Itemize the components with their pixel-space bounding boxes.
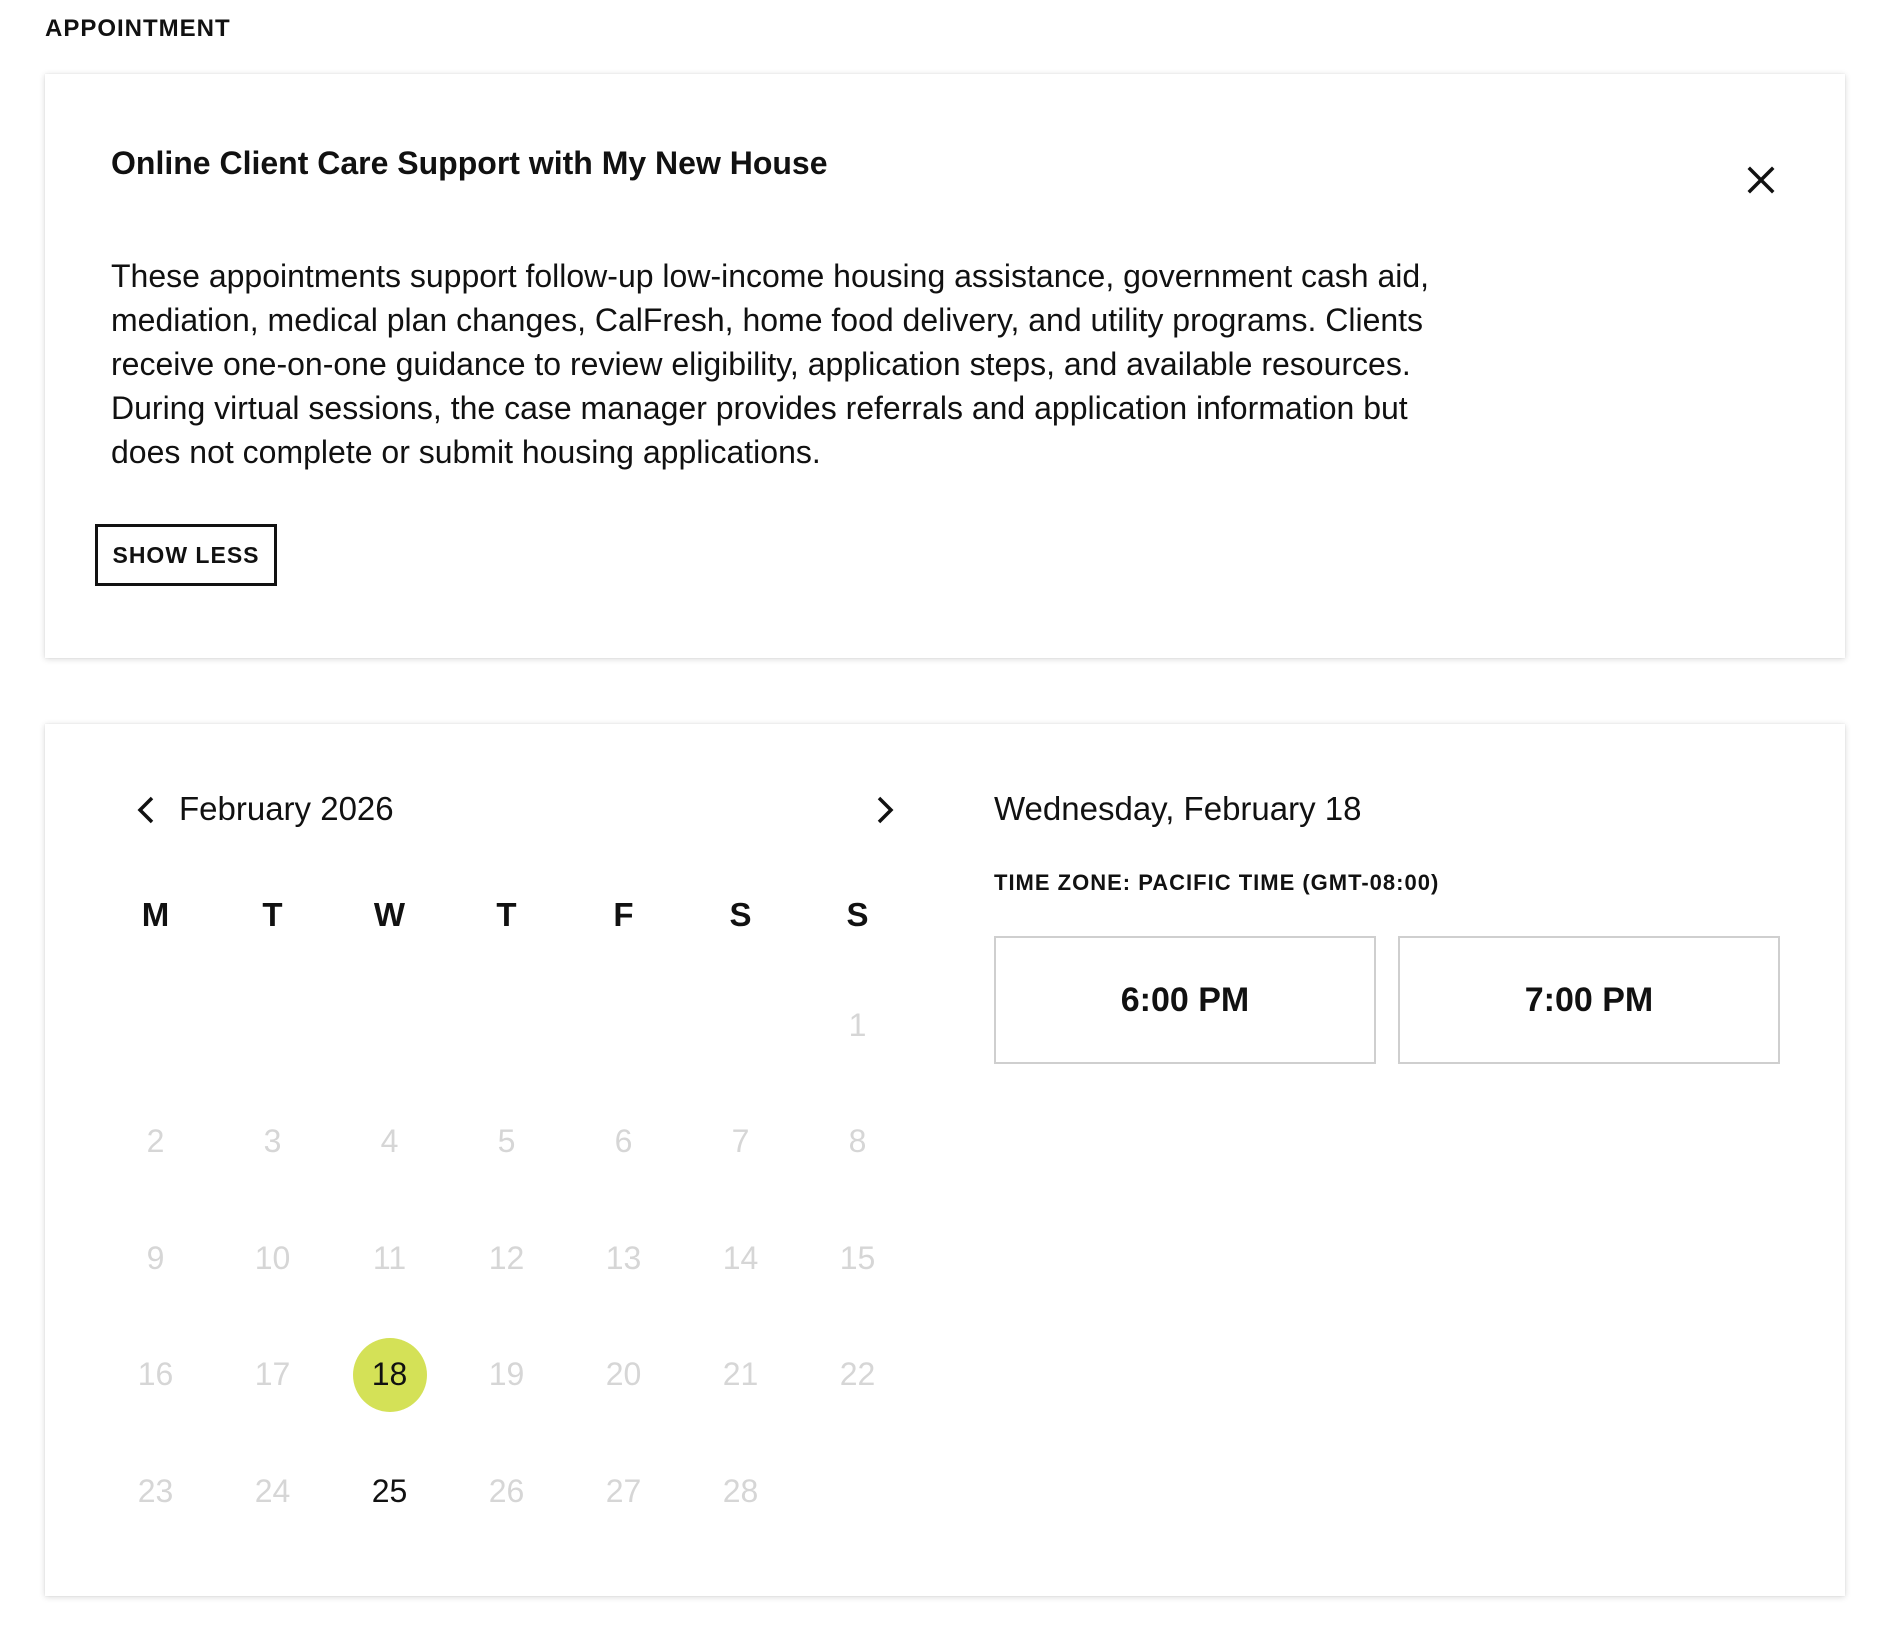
selected-date-heading: Wednesday, February 18 <box>994 790 1362 827</box>
calendar-day-cell <box>448 1317 565 1434</box>
calendar-day: 16 <box>137 1356 174 1393</box>
calendar-day: 5 <box>497 1123 516 1160</box>
calendar-day: 28 <box>722 1472 759 1509</box>
calendar-day-cell <box>448 1200 565 1317</box>
calendar-day-cell <box>565 1317 682 1434</box>
calendar-day-cell <box>97 1084 214 1201</box>
time-slot-button[interactable]: 6:00 PM <box>994 936 1376 1064</box>
calendar-day-cell <box>448 1084 565 1201</box>
calendar-day: 4 <box>380 1123 399 1160</box>
weekday-label: F <box>613 896 634 933</box>
calendar-day-cell <box>799 1084 916 1201</box>
appointment-title: Online Client Care Support with My New House <box>111 145 828 181</box>
calendar-day-cell <box>331 1317 448 1434</box>
calendar-day-cell <box>682 1084 799 1201</box>
calendar-day-cell <box>214 1084 331 1201</box>
appointment-description: These appointments support follow-up low-income housing assistance, government cash aid, mediation, medical plan changes, CalFresh, home food delivery, and utility programs. Clients receive one-on-one guidance to review eligibility, application steps, and available resources. During virtual sessions, the case manager provides referrals and application information but does not complete or submit housing applications. <box>111 258 1430 470</box>
calendar-day-cell <box>448 1433 565 1550</box>
chevron-left-icon <box>125 788 169 832</box>
calendar-empty-cell <box>97 967 214 1084</box>
calendar-day-cell <box>214 1200 331 1317</box>
calendar-day: 8 <box>848 1123 867 1160</box>
calendar-day-cell <box>97 1317 214 1434</box>
calendar-day-cell <box>565 1433 682 1550</box>
timezone-label: TIME ZONE: PACIFIC TIME (GMT-08:00) <box>994 870 1440 895</box>
calendar-day: 7 <box>731 1123 750 1160</box>
show-less-button[interactable]: SHOW LESS <box>95 524 277 586</box>
calendar-day: 23 <box>137 1472 174 1509</box>
calendar-day-cell <box>682 1317 799 1434</box>
calendar-empty-cell <box>682 967 799 1084</box>
calendar-day-cell <box>682 1200 799 1317</box>
weekday-header <box>97 896 916 934</box>
month-label: February 2026 <box>179 790 394 827</box>
calendar-day: 10 <box>254 1239 291 1276</box>
calendar-day: 12 <box>488 1239 525 1276</box>
calendar-day: 21 <box>722 1356 759 1393</box>
calendar-day: 15 <box>839 1239 876 1276</box>
weekday-label: T <box>496 896 517 933</box>
calendar-day: 13 <box>605 1239 642 1276</box>
calendar-day: 22 <box>839 1356 876 1393</box>
calendar-day: 2 <box>146 1123 165 1160</box>
scheduler-card <box>45 724 1845 1596</box>
calendar-day: 1 <box>848 1006 867 1043</box>
calendar-empty-cell <box>565 967 682 1084</box>
calendar-day-cell <box>565 1200 682 1317</box>
calendar-day-cell <box>331 1084 448 1201</box>
weekday-label: M <box>141 896 170 933</box>
chevron-right-icon <box>862 788 906 832</box>
weekday-label: W <box>373 896 406 933</box>
weekday-label: S <box>729 896 752 933</box>
calendar-days-grid <box>97 967 916 1550</box>
calendar-day-cell <box>97 1200 214 1317</box>
previous-month-button[interactable] <box>125 788 169 832</box>
calendar-day-cell <box>799 967 916 1084</box>
calendar-day: 24 <box>254 1472 291 1509</box>
calendar-day-cell <box>799 1200 916 1317</box>
calendar-day-cell <box>214 1433 331 1550</box>
calendar-empty-cell <box>214 967 331 1084</box>
calendar-day: 6 <box>614 1123 633 1160</box>
calendar-day-cell <box>331 1200 448 1317</box>
calendar-day: 20 <box>605 1356 642 1393</box>
calendar-empty-cell <box>448 967 565 1084</box>
calendar-day: 19 <box>488 1356 525 1393</box>
calendar-day-selected[interactable]: 18 <box>353 1338 427 1412</box>
next-month-button[interactable] <box>862 788 906 832</box>
calendar-day-cell <box>214 1317 331 1434</box>
calendar-day-cell <box>799 1317 916 1434</box>
calendar-day: 3 <box>263 1123 282 1160</box>
calendar-day-cell <box>331 1433 448 1550</box>
calendar-day: 17 <box>254 1356 291 1393</box>
weekday-label: S <box>846 896 869 933</box>
calendar-day-cell <box>97 1433 214 1550</box>
page-title: APPOINTMENT <box>45 15 231 42</box>
calendar-day: 27 <box>605 1472 642 1509</box>
close-button[interactable] <box>1735 154 1787 206</box>
close-icon <box>1735 154 1787 206</box>
time-slot-button[interactable]: 7:00 PM <box>1398 936 1780 1064</box>
appointment-info-card <box>45 74 1845 658</box>
calendar-day: 14 <box>722 1239 759 1276</box>
weekday-label: T <box>262 896 283 933</box>
calendar-empty-cell <box>331 967 448 1084</box>
calendar-day[interactable]: 25 <box>371 1472 408 1509</box>
calendar-day: 26 <box>488 1472 525 1509</box>
calendar-day-cell <box>682 1433 799 1550</box>
calendar-day: 9 <box>146 1239 165 1276</box>
calendar-day: 11 <box>372 1239 407 1276</box>
calendar-day-cell <box>565 1084 682 1201</box>
